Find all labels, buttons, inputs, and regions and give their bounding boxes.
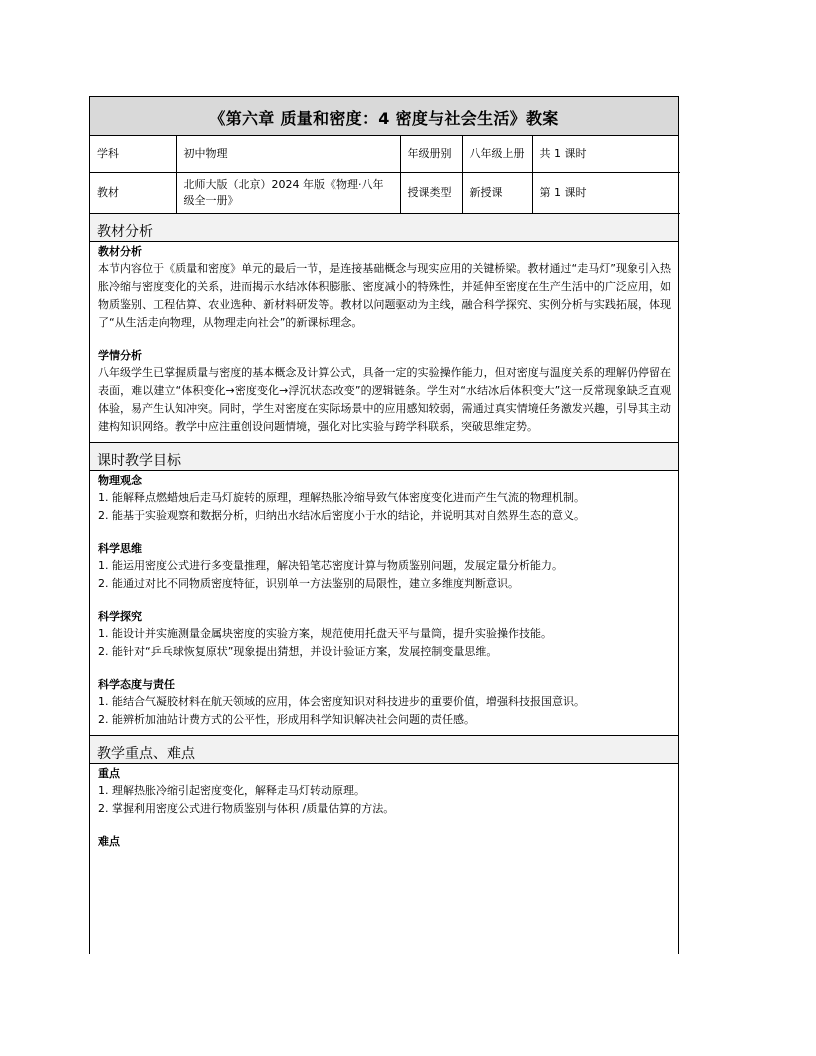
hours-value: 共 1 课时 bbox=[532, 136, 680, 173]
subject-value: 初中物理 bbox=[176, 136, 400, 173]
objective-item: 2. 能针对“乒乓球恢复原状”现象提出猜想，并设计验证方案，发展控制变量思维。 bbox=[98, 645, 498, 658]
info-table bbox=[90, 136, 680, 214]
difficulty-title: 难点 bbox=[98, 835, 120, 848]
key-points-title: 重点 bbox=[98, 767, 120, 780]
textbook-label: 教材 bbox=[90, 173, 176, 214]
key-point-item: 2. 掌握利用密度公式进行物质鉴别与体积 /质量估算的方法。 bbox=[98, 802, 395, 815]
student-analysis-title: 学情分析 bbox=[98, 349, 142, 362]
objective-group-title: 物理观念 bbox=[98, 474, 142, 487]
period-value: 第 1 课时 bbox=[532, 173, 680, 214]
objective-group-title: 科学探究 bbox=[98, 610, 142, 623]
material-analysis-title: 教材分析 bbox=[98, 245, 142, 258]
objective-item: 1. 能运用密度公式进行多变量推理，解决铅笔芯密度计算与物质鉴别问题，发展定量分析能力。 bbox=[98, 559, 563, 572]
objective-group-title: 科学思维 bbox=[98, 542, 142, 555]
analysis-heading: 教材分析 bbox=[90, 214, 678, 242]
type-value: 新授课 bbox=[462, 173, 532, 214]
subject-label: 学科 bbox=[90, 136, 176, 173]
objective-item: 1. 能设计并实施测量金属块密度的实验方案，规范使用托盘天平与量筒，提升实验操作技能。 bbox=[98, 627, 552, 640]
objective-item: 1. 能结合气凝胶材料在航天领域的应用，体会密度知识对科技进步的重要价值，增强科技报国意识。 bbox=[98, 695, 585, 708]
student-analysis-text: 八年级学生已掌握质量与密度的基本概念及计算公式，具备一定的实验操作能力，但对密度与温度关系的理解仍停留在表面，难以建立“体积变化→密度变化→浮沉状态改变”的逻辑链条。学生对“水结冰后体积变大”这一反常现象缺乏直观体验，易产生认知冲突。同时，学生对密度在实际场景中的应用感知较弱，需通过真实情境任务激发兴趣，引导其主动建构知识网络。教学中应注重创设问题情境，强化对比实验与跨学科联系，突破思维定势。 bbox=[98, 366, 671, 433]
objective-item: 2. 能辨析加油站计费方式的公平性，形成用科学知识解决社会问题的责任感。 bbox=[98, 713, 475, 726]
key-point-item: 1. 理解热胀冷缩引起密度变化，解释走马灯转动原理。 bbox=[98, 784, 365, 797]
objective-item: 2. 能通过对比不同物质密度特征，识别单一方法鉴别的局限性，建立多维度判断意识。 bbox=[98, 577, 519, 590]
objective-item: 2. 能基于实验观察和数据分析，归纳出水结冰后密度小于水的结论，并说明其对自然界生态的意义。 bbox=[98, 509, 585, 522]
info-row-subject bbox=[90, 136, 680, 173]
keypoints-section bbox=[90, 764, 678, 856]
keypoints-heading: 教学重点、难点 bbox=[90, 736, 678, 764]
volume-label: 年级册别 bbox=[400, 136, 462, 173]
objective-item: 1. 能解释点燃蜡烛后走马灯旋转的原理，理解热胀冷缩导致气体密度变化进而产生气流的物理机制。 bbox=[98, 491, 585, 504]
analysis-section bbox=[90, 242, 678, 443]
lesson-plan-document bbox=[89, 96, 679, 954]
document-title: 《第六章 质量和密度：4 密度与社会生活》教案 bbox=[90, 97, 678, 136]
type-label: 授课类型 bbox=[400, 173, 462, 214]
objective-group-title: 科学态度与责任 bbox=[98, 678, 175, 691]
info-row-textbook bbox=[90, 173, 680, 214]
material-analysis-text: 本节内容位于《质量和密度》单元的最后一节，是连接基础概念与现实应用的关键桥梁。教材通过“走马灯”现象引入热胀冷缩与密度变化的关系，进而揭示水结冰体积膨胀、密度减小的特殊性，并延伸至密度在生产生活中的广泛应用，如物质鉴别、工程估算、农业选种、新材料研发等。教材以问题驱动为主线，融合科学探究、实例分析与实践拓展，体现了“从生活走向物理，从物理走向社会”的新课标理念。 bbox=[98, 262, 671, 329]
volume-value: 八年级上册 bbox=[462, 136, 532, 173]
objectives-section bbox=[90, 471, 678, 736]
textbook-value: 北师大版（北京）2024 年版《物理·八年级全一册》 bbox=[176, 173, 400, 214]
objectives-heading: 课时教学目标 bbox=[90, 443, 678, 471]
